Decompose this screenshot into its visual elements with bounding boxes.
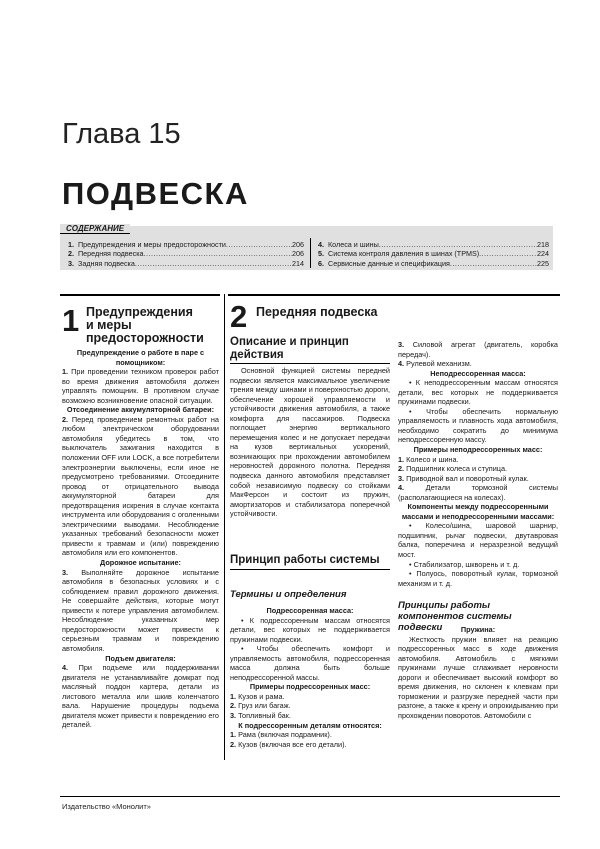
- bullet-paragraph: • К неподрессоренным массам относятся детали, вес которых не поддерживается пружинами подвески.: [398, 378, 558, 407]
- principle-heading: Принцип работы системы: [230, 554, 380, 566]
- column-divider: [224, 294, 225, 760]
- bullet-paragraph: • Стабилизатор, шкворень и т. д.: [409, 559, 520, 569]
- item-number: 2.: [230, 701, 237, 711]
- components-subheading: Принципы работы компонентов системы подвески: [398, 600, 512, 633]
- toc-left-column: [68, 240, 304, 268]
- principle-heading-block: [230, 554, 390, 570]
- terms-subheading: Термины и определения: [230, 589, 347, 600]
- toc-item[interactable]: 1. Предупреждения и меры предосторожности ..... 206: [68, 240, 304, 249]
- toc-item[interactable]: 3. Задняя подвеска ..... 214: [68, 259, 304, 268]
- item-number: 2.: [230, 739, 237, 749]
- item-number: 4.: [398, 359, 405, 369]
- item-number: 4.: [62, 663, 69, 673]
- item-text: Груз или багаж.: [236, 701, 291, 711]
- item-number: 2.: [62, 414, 69, 424]
- toc-item[interactable]: 6. Сервисные данные и спецификация ..... 225: [318, 259, 549, 268]
- item-text: Подшипник колеса и ступица.: [404, 464, 508, 474]
- item-number: 1.: [398, 454, 405, 464]
- numbered-paragraph: [230, 711, 390, 721]
- section1-title: Предупреждения и меры предосторожности: [86, 305, 204, 345]
- paragraph-heading: Примеры подрессоренных масс:: [249, 682, 371, 692]
- section1-number: 1: [62, 303, 80, 338]
- bullet-paragraph: • Полуось, поворотный кулак, тормозной механизм и т. д.: [398, 569, 558, 588]
- item-number: 1.: [62, 367, 69, 377]
- item-text: Рама (включая подрамник).: [236, 730, 332, 740]
- bullet-paragraph: • Чтобы обеспечить комфорт и управляемость автомобиля, подрессоренная масса должна быть больше неподрессоренной массы.: [230, 644, 390, 682]
- description-heading: Описание и принцип действия: [230, 336, 349, 361]
- toc-divider: [310, 238, 311, 268]
- paragraph-heading: Неподрессоренная масса:: [430, 368, 526, 378]
- item-text: Приводной вал и поворотный кулак.: [404, 473, 529, 483]
- description-heading-block: [230, 336, 390, 364]
- numbered-paragraph: [398, 340, 558, 359]
- toc-header: СОДЕРЖАНИЕ: [60, 224, 130, 234]
- item-text: Рулевой механизм.: [404, 359, 472, 369]
- section2-number: 2: [230, 299, 248, 334]
- terms-text: [230, 606, 390, 749]
- page-title: ПОДВЕСКА: [62, 176, 249, 211]
- numbered-paragraph: [62, 367, 219, 405]
- springs-text: Пружина: Жесткость пружин влияет на реакцию подрессоренных масс в ходе движения автомобиля. Автомобиль с мягкими пружинами лучше сглаживает неровности дороги и обеспечивает высокий комфорт во время движения, но склонен к клевкам при торможении и разгрузке передней части при разгоне, а также к крену и опрокидыванию при прохождении поворотов. Автомобили с: [398, 625, 558, 720]
- section1-rule: [60, 294, 220, 296]
- numbered-paragraph: [398, 455, 558, 465]
- toc-right-column: [318, 240, 549, 268]
- item-number: 4.: [398, 483, 405, 493]
- section2-rule: [228, 294, 560, 296]
- item-text: Кузов (включая все его детали).: [236, 739, 347, 749]
- paragraph-heading: Предупреждение о работе в паре с помощником:: [76, 348, 205, 367]
- column-1-text: [62, 348, 219, 730]
- item-number: 2.: [398, 464, 405, 474]
- item-text: При подъеме или поддерживании двигателя не устанавливайте домкрат под масляный поддон картера, детали из листового металла или шкив коленчатого вала. Нарушение процедуры подъема двигателя может привести к повреждению его деталей.: [62, 663, 219, 730]
- publisher-footer: Издательство «Монолит»: [62, 802, 151, 811]
- numbered-paragraph: [62, 415, 219, 558]
- item-number: 3.: [230, 711, 237, 721]
- toc-item[interactable]: 5. Система контроля давления в шинах (TPMS) ..... 224: [318, 249, 549, 258]
- item-text: Топливный бак.: [236, 711, 291, 721]
- numbered-paragraph: [230, 701, 390, 711]
- numbered-paragraph: [230, 692, 390, 702]
- bullet-paragraph: • Чтобы обеспечить нормальную управляемость и плавность хода автомобиля, необходимо сократить до минимума неподрессоренную массу.: [398, 406, 558, 445]
- numbered-paragraph: [398, 359, 558, 369]
- item-text: Выполняйте дорожное испытание автомобиля в безопасных условиях и с соблюдением правил дорожного движения. Не совершайте действия, которые могут привести к потере управления автомобилем. Несоблюдение указанных мер предосторожности может привести к серьезным травмам и повреждению автомобиля.: [62, 567, 219, 653]
- bullet-paragraph: • Колесо/шина, шаровой шарнир, подшипник, рычаг подвески, двутавровая балка, поперечина и неразрезной ведущий мост.: [398, 521, 558, 560]
- item-number: 3.: [62, 567, 69, 577]
- item-text: Колесо и шина.: [404, 454, 459, 464]
- bullet-paragraph: • К подрессоренным массам относятся детали, вес которых не поддерживается пружинами подвески.: [230, 615, 390, 644]
- paragraph-heading: Дорожное испытание:: [100, 558, 181, 568]
- toc-item[interactable]: 2. Передняя подвеска ..... 206: [68, 249, 304, 258]
- description-text: Основной функцией системы передней подвески является максимальное увеличение трения между шинами и поверхностью дороги, обеспечение хорошей управляемости и устойчивости движения автомобиля, а также комфорта для пассажиров. Подвеска поглощает энергию вертикального перемещения колес и не допускает передачи на кузов вертикальных ускорений, возникающих при прохождении автомобилем неровностей дорожного полотна. Передняя подвеска данного автомобиля представляет собой независимую подвеску со стойками МакФерсон и состоит из пружин, амортизаторов и стабилизатора поперечной устойчивости.: [230, 366, 390, 519]
- chapter-label: Глава 15: [62, 118, 181, 150]
- item-text: Кузов и рама.: [236, 691, 285, 701]
- paragraph-heading: К подрессоренным деталям относятся:: [238, 720, 382, 730]
- numbered-paragraph: [398, 474, 558, 484]
- toc-item[interactable]: 4. Колеса и шины ..... 218: [318, 240, 549, 249]
- numbered-paragraph: [398, 464, 558, 474]
- paragraph-heading: Компоненты между подрессоренными массами и неподрессоренными массами:: [401, 502, 555, 521]
- item-text: При проведении техником проверок работ во время движения автомобиля должен управлять помощник. В противном случае возможно возникновение опасной ситуации.: [62, 367, 219, 405]
- numbered-paragraph: [398, 483, 558, 502]
- item-number: 3.: [398, 473, 405, 483]
- numbered-paragraph: [230, 740, 390, 750]
- numbered-paragraph: [62, 568, 219, 654]
- footer-rule: [60, 796, 560, 797]
- numbered-paragraph: [230, 730, 390, 740]
- numbered-paragraph: [62, 663, 219, 730]
- paragraph-heading: Подрессоренная масса:: [266, 606, 354, 615]
- item-number: 1.: [230, 691, 237, 701]
- item-number: 1.: [230, 730, 237, 740]
- table-of-contents: [60, 226, 553, 270]
- item-text: Перед проведением ремонтных работ на любом электрическом оборудовании автомобиля убедитесь в том, что выключатель зажигания находится в положении OFF или LOCK, а все потребители электроэнергии выключены, если иное не предусмотрено требованиями. Отсоедините провод от отрицательного вывода аккумуляторной батареи для предотвращения искрения в случае контакта инструмента или оборудования с оголенными электрическими выводами. Несоблюдение указанных требований безопасности может привести к травмам и (или) повреждению автомобиля или его компонентов.: [62, 414, 219, 558]
- paragraph-heading: Подъем двигателя:: [105, 653, 176, 663]
- item-text: Силовой агрегат (двигатель, коробка передач).: [398, 340, 558, 359]
- column-3-text: [398, 340, 558, 588]
- item-text: Детали тормозной системы (располагающиеся на колесах).: [398, 483, 558, 502]
- section2-title: Передняя подвеска: [256, 305, 378, 319]
- item-number: 3.: [398, 340, 405, 349]
- paragraph-heading: Примеры неподрессоренных масс:: [413, 445, 543, 455]
- paragraph-heading: Отсоединение аккумуляторной батареи:: [66, 405, 215, 415]
